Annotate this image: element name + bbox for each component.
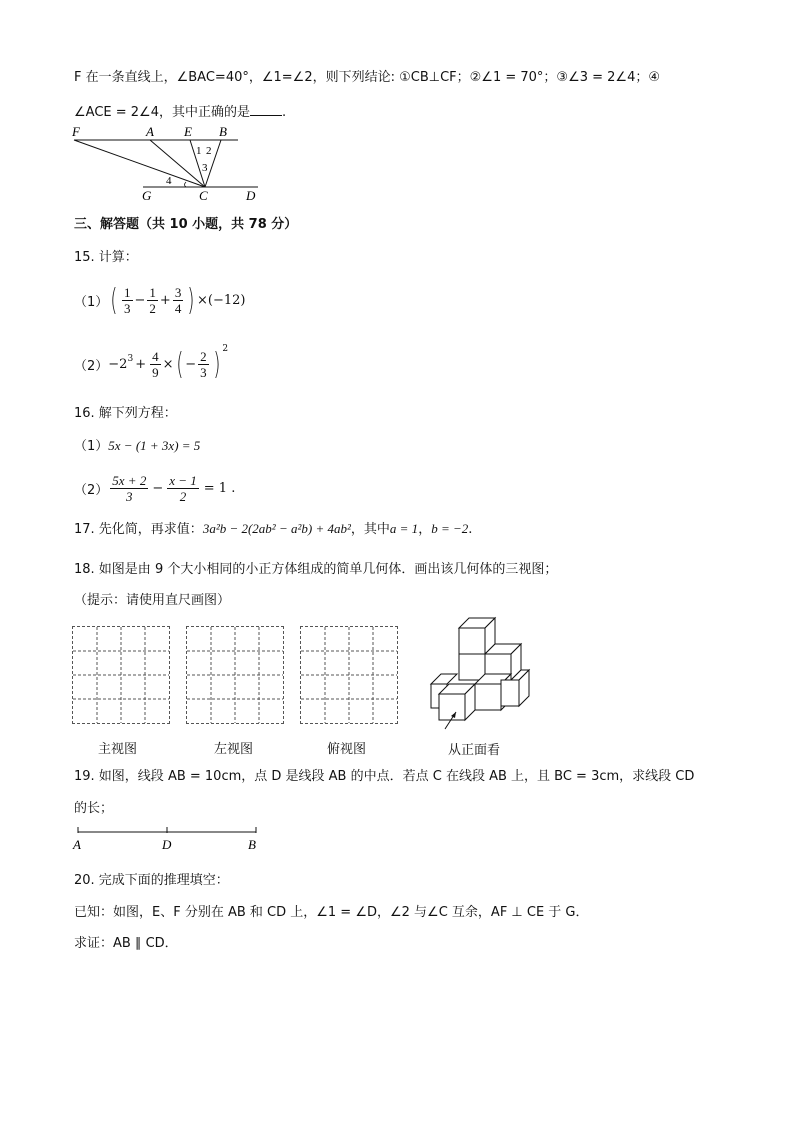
q17-expression: 3a²b − 2(2ab² − a²b) + 4ab² [202,521,351,536]
point-B: B [248,837,256,852]
fraction: $\frac{x - 1}{2}$ [169,472,197,504]
q19-line2: 的长； [74,801,114,816]
fraction: $\frac{5x + 2}{3}$ [112,472,147,504]
left-view-grid[interactable] [186,626,284,724]
q16-part2: （2） $\frac{5x + 2}{3}$ − $\frac{x - 1}{2}$ = 1 . [74,472,236,504]
q20-given: 已知：如图，E、F 分别在 AB 和 CD 上，∠1 = ∠D，∠2 与∠C 互余，AF ⊥ CE 于 G． [74,905,589,920]
q16-head: 16. 解下列方程： [74,406,177,421]
fraction: $\frac{2}{3}$ [200,348,207,380]
q15-part1: （1） ( $\frac{1}{3}$ − $\frac{1}{2}$ + $\frac{3}{4}$ ) ×(−12) [74,282,246,318]
label-2: 2 [206,145,212,157]
label-3: 3 [202,162,208,174]
q19-line1: 19. 如图，线段 AB = 10cm，点 D 是线段 AB 的中点．若点 C 在线段 AB 上，且 BC = 3cm，求线段 CD [74,769,695,784]
point-A: A [73,837,81,852]
q17: 17. 先化简，再求值：3a²b − 2(2ab² − a²b) + 4ab²，其中a = 1，b = −2. [74,521,473,537]
q14-line2-text: ∠ACE = 2∠4，其中正确的是 [74,105,250,120]
front-view-label: 主视图 [98,742,138,757]
fraction: $\frac{4}{9}$ [152,348,159,380]
top-view-label: 俯视图 [327,742,367,757]
q20-prove: 求证：AB ∥ CD． [74,936,178,951]
q14-figure [68,124,268,204]
q15-p1-label: （1） [74,294,109,310]
point-D: D [162,837,172,852]
left-view-label: 左视图 [214,742,254,757]
cube-figure [425,612,535,732]
fraction: $\frac{3}{4}$ [174,284,182,316]
q15-p2-label: （2） [74,358,109,374]
q20-head: 20. 完成下面的推理填空： [74,873,229,888]
answer-blank[interactable] [250,103,282,116]
q14-line2 [74,101,286,120]
fraction: $\frac{1}{2}$ [149,284,156,316]
label-D: D [246,188,256,203]
q16-part1: （1）5x − (1 + 3x) = 5 [74,438,201,454]
q18-hint: （提示：请使用直尺画图） [74,593,231,608]
front-view-grid[interactable] [72,626,170,724]
q15-head: 15. 计算： [74,250,138,265]
label-1: 1 [196,145,202,157]
segment-figure [70,822,270,856]
label-G: G [142,188,152,203]
label-E: E [184,124,192,139]
label-B: B [219,124,227,139]
q14-line1: F 在一条直线上，∠BAC=40°，∠1=∠2，则下列结论: ①CB⊥CF；②∠1 = 70°；③∠3 = 2∠4；④ [74,70,661,85]
q15-part2: （2） −2 $^3$ + $\frac{4}{9}$ × ( − $\frac{2}{3}$ ) $^2$ [74,344,229,382]
fraction: $\frac{1}{3}$ [124,284,131,316]
q18-text: 18. 如图是由 9 个大小相同的小正方体组成的简单几何体．画出该几何体的三视图； [74,562,558,577]
q14-line2-end: . [281,105,287,120]
label-4: 4 [166,175,172,187]
top-view-grid[interactable] [300,626,398,724]
view-direction-label: 从正面看 [448,743,501,758]
label-F: F [72,124,80,139]
label-C: C [199,188,208,203]
section-title: 三、解答题（共 10 小题，共 78 分） [74,217,298,232]
label-A: A [146,124,154,139]
q15-p1-tail: ×(−12) [197,292,246,308]
